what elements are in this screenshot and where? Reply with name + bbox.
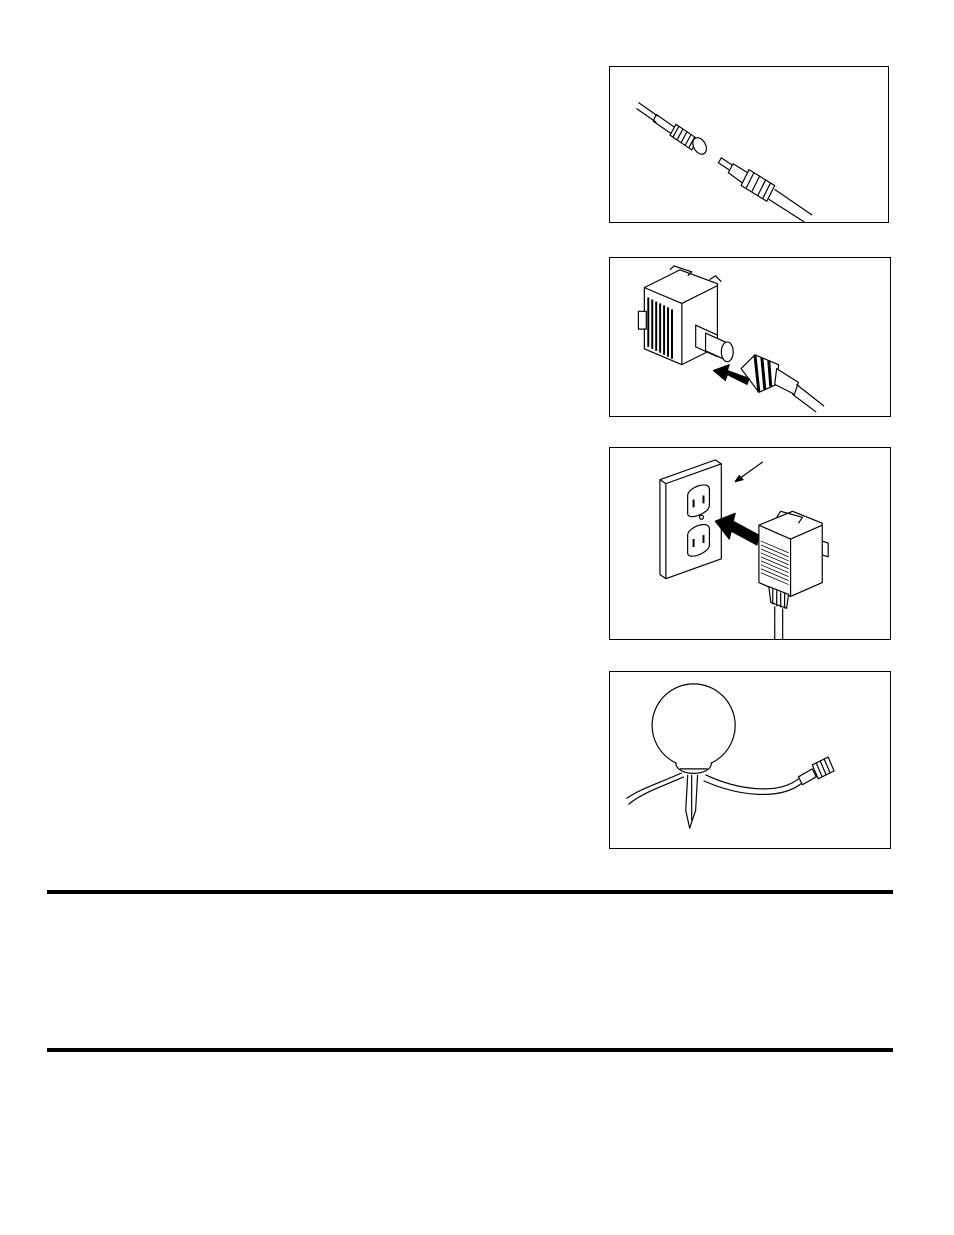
horizontal-rule-bottom <box>47 1048 893 1052</box>
transformer-connection-illustration <box>610 258 890 416</box>
figure-wall-outlet-plug-in <box>609 447 891 640</box>
connector-coupling-illustration <box>610 67 888 222</box>
globe-light-illustration <box>610 672 890 848</box>
figure-connector-coupling <box>609 66 889 223</box>
horizontal-rule-top <box>47 890 893 894</box>
wall-outlet-illustration <box>610 448 890 639</box>
figure-transformer-connection <box>609 257 891 417</box>
figure-globe-light <box>609 671 891 849</box>
